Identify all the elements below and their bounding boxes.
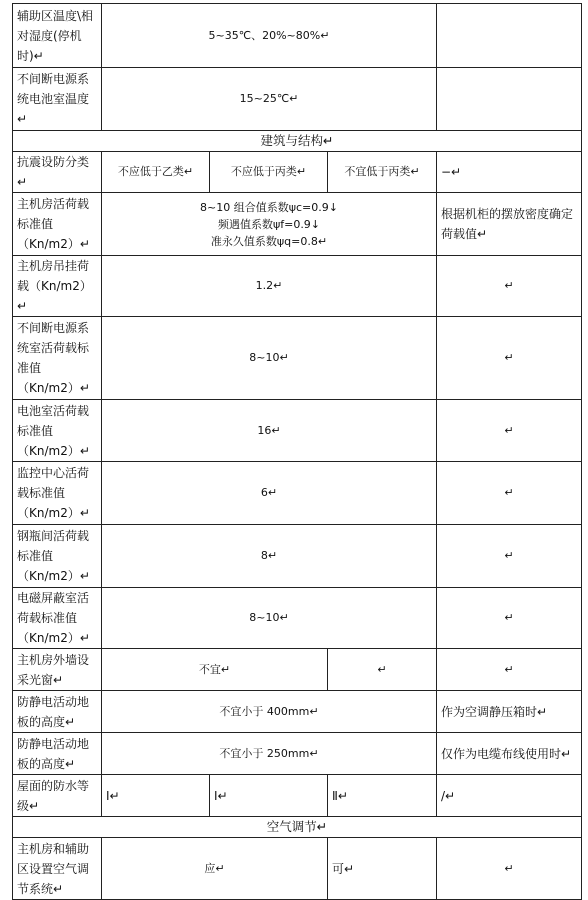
row-value: 不宜小于 400mm↵ (102, 691, 437, 733)
row-label: 防静电活动地板的高度↵ (13, 733, 102, 775)
row-label: 辅助区温度\相对湿度(停机时)↵ (13, 4, 102, 68)
row-value-c: Ⅱ↵ (328, 775, 437, 817)
row-label: 监控中心活荷载标准值（Kn/m2）↵ (13, 462, 102, 525)
row-label: 不间断电源系统室活荷载标准值（Kn/m2）↵ (13, 317, 102, 400)
row-note: ↵ (437, 317, 582, 400)
table-row (13, 775, 582, 817)
row-label: 电磁屏蔽室活荷载标准值（Kn/m2）↵ (13, 588, 102, 649)
section-title-ac: 空气调节↵ (13, 817, 582, 838)
table-row (13, 691, 582, 733)
row-value-a: 不应低于乙类↵ (102, 152, 210, 193)
value-line: 频遇值系数ψf=0.9↓ (217, 217, 321, 231)
row-label: 电池室活荷载标准值（Kn/m2）↵ (13, 400, 102, 462)
spec-table (12, 3, 582, 900)
row-value: 8~10↵ (102, 317, 437, 400)
row-label: 主机房吊挂荷载（Kn/m2）↵ (13, 256, 102, 317)
table-row (13, 152, 582, 193)
row-value-b: Ⅰ↵ (210, 775, 328, 817)
row-label: 不间断电源系统电池室温度↵ (13, 68, 102, 131)
row-value-a: 不宜↵ (102, 649, 328, 691)
row-value-b: 可↵ (328, 838, 437, 900)
row-label: 屋面的防水等级↵ (13, 775, 102, 817)
row-note: ↵ (437, 588, 582, 649)
row-note: ↵ (437, 525, 582, 588)
row-note: ↵ (437, 400, 582, 462)
row-value-a: 应↵ (102, 838, 328, 900)
table-row (13, 649, 582, 691)
section-header-row (13, 817, 582, 838)
row-value-b: ↵ (328, 649, 437, 691)
table-row (13, 256, 582, 317)
row-note: 根据机柜的摆放密度确定荷载值↵ (437, 193, 582, 256)
row-value-c: 不宜低于丙类↵ (328, 152, 437, 193)
row-note: 作为空调静压箱时↵ (437, 691, 582, 733)
row-value: 不宜小于 250mm↵ (102, 733, 437, 775)
row-note: −↵ (437, 152, 582, 193)
table-row (13, 588, 582, 649)
row-value: 6↵ (102, 462, 437, 525)
row-value: 8↵ (102, 525, 437, 588)
row-value: 8~10↵ (102, 588, 437, 649)
row-value (102, 193, 437, 256)
table-row (13, 462, 582, 525)
section-header-row (13, 131, 582, 152)
row-label: 防静电活动地板的高度↵ (13, 691, 102, 733)
table-row (13, 4, 582, 68)
table-row (13, 525, 582, 588)
table-row (13, 68, 582, 131)
table-row (13, 838, 582, 900)
row-value-b: 不应低于丙类↵ (210, 152, 328, 193)
row-value: 5~35℃、20%~80%↵ (102, 4, 437, 68)
row-note (437, 68, 582, 131)
row-label: 主机房外墙设采光窗↵ (13, 649, 102, 691)
table-row (13, 733, 582, 775)
row-value: 1.2↵ (102, 256, 437, 317)
row-note: ↵ (437, 462, 582, 525)
row-label: 抗震设防分类↵ (13, 152, 102, 193)
table-row (13, 193, 582, 256)
row-value: 15~25℃↵ (102, 68, 437, 131)
row-note: /↵ (437, 775, 582, 817)
row-note: 仅作为电缆布线使用时↵ (437, 733, 582, 775)
table-row (13, 400, 582, 462)
value-line: 8~10 组合值系数ψc=0.9↓ (200, 200, 338, 214)
row-label: 主机房活荷载标准值（Kn/m2）↵ (13, 193, 102, 256)
table-row (13, 317, 582, 400)
row-note: ↵ (437, 649, 582, 691)
value-line: 准永久值系数ψq=0.8↵ (210, 234, 328, 248)
row-note: ↵ (437, 838, 582, 900)
section-title-building: 建筑与结构↵ (13, 131, 582, 152)
row-label: 钢瓶间活荷载标准值（Kn/m2）↵ (13, 525, 102, 588)
row-note (437, 4, 582, 68)
row-label: 主机房和辅助区设置空气调节系统↵ (13, 838, 102, 900)
row-note: ↵ (437, 256, 582, 317)
row-value-a: Ⅰ↵ (102, 775, 210, 817)
row-value: 16↵ (102, 400, 437, 462)
